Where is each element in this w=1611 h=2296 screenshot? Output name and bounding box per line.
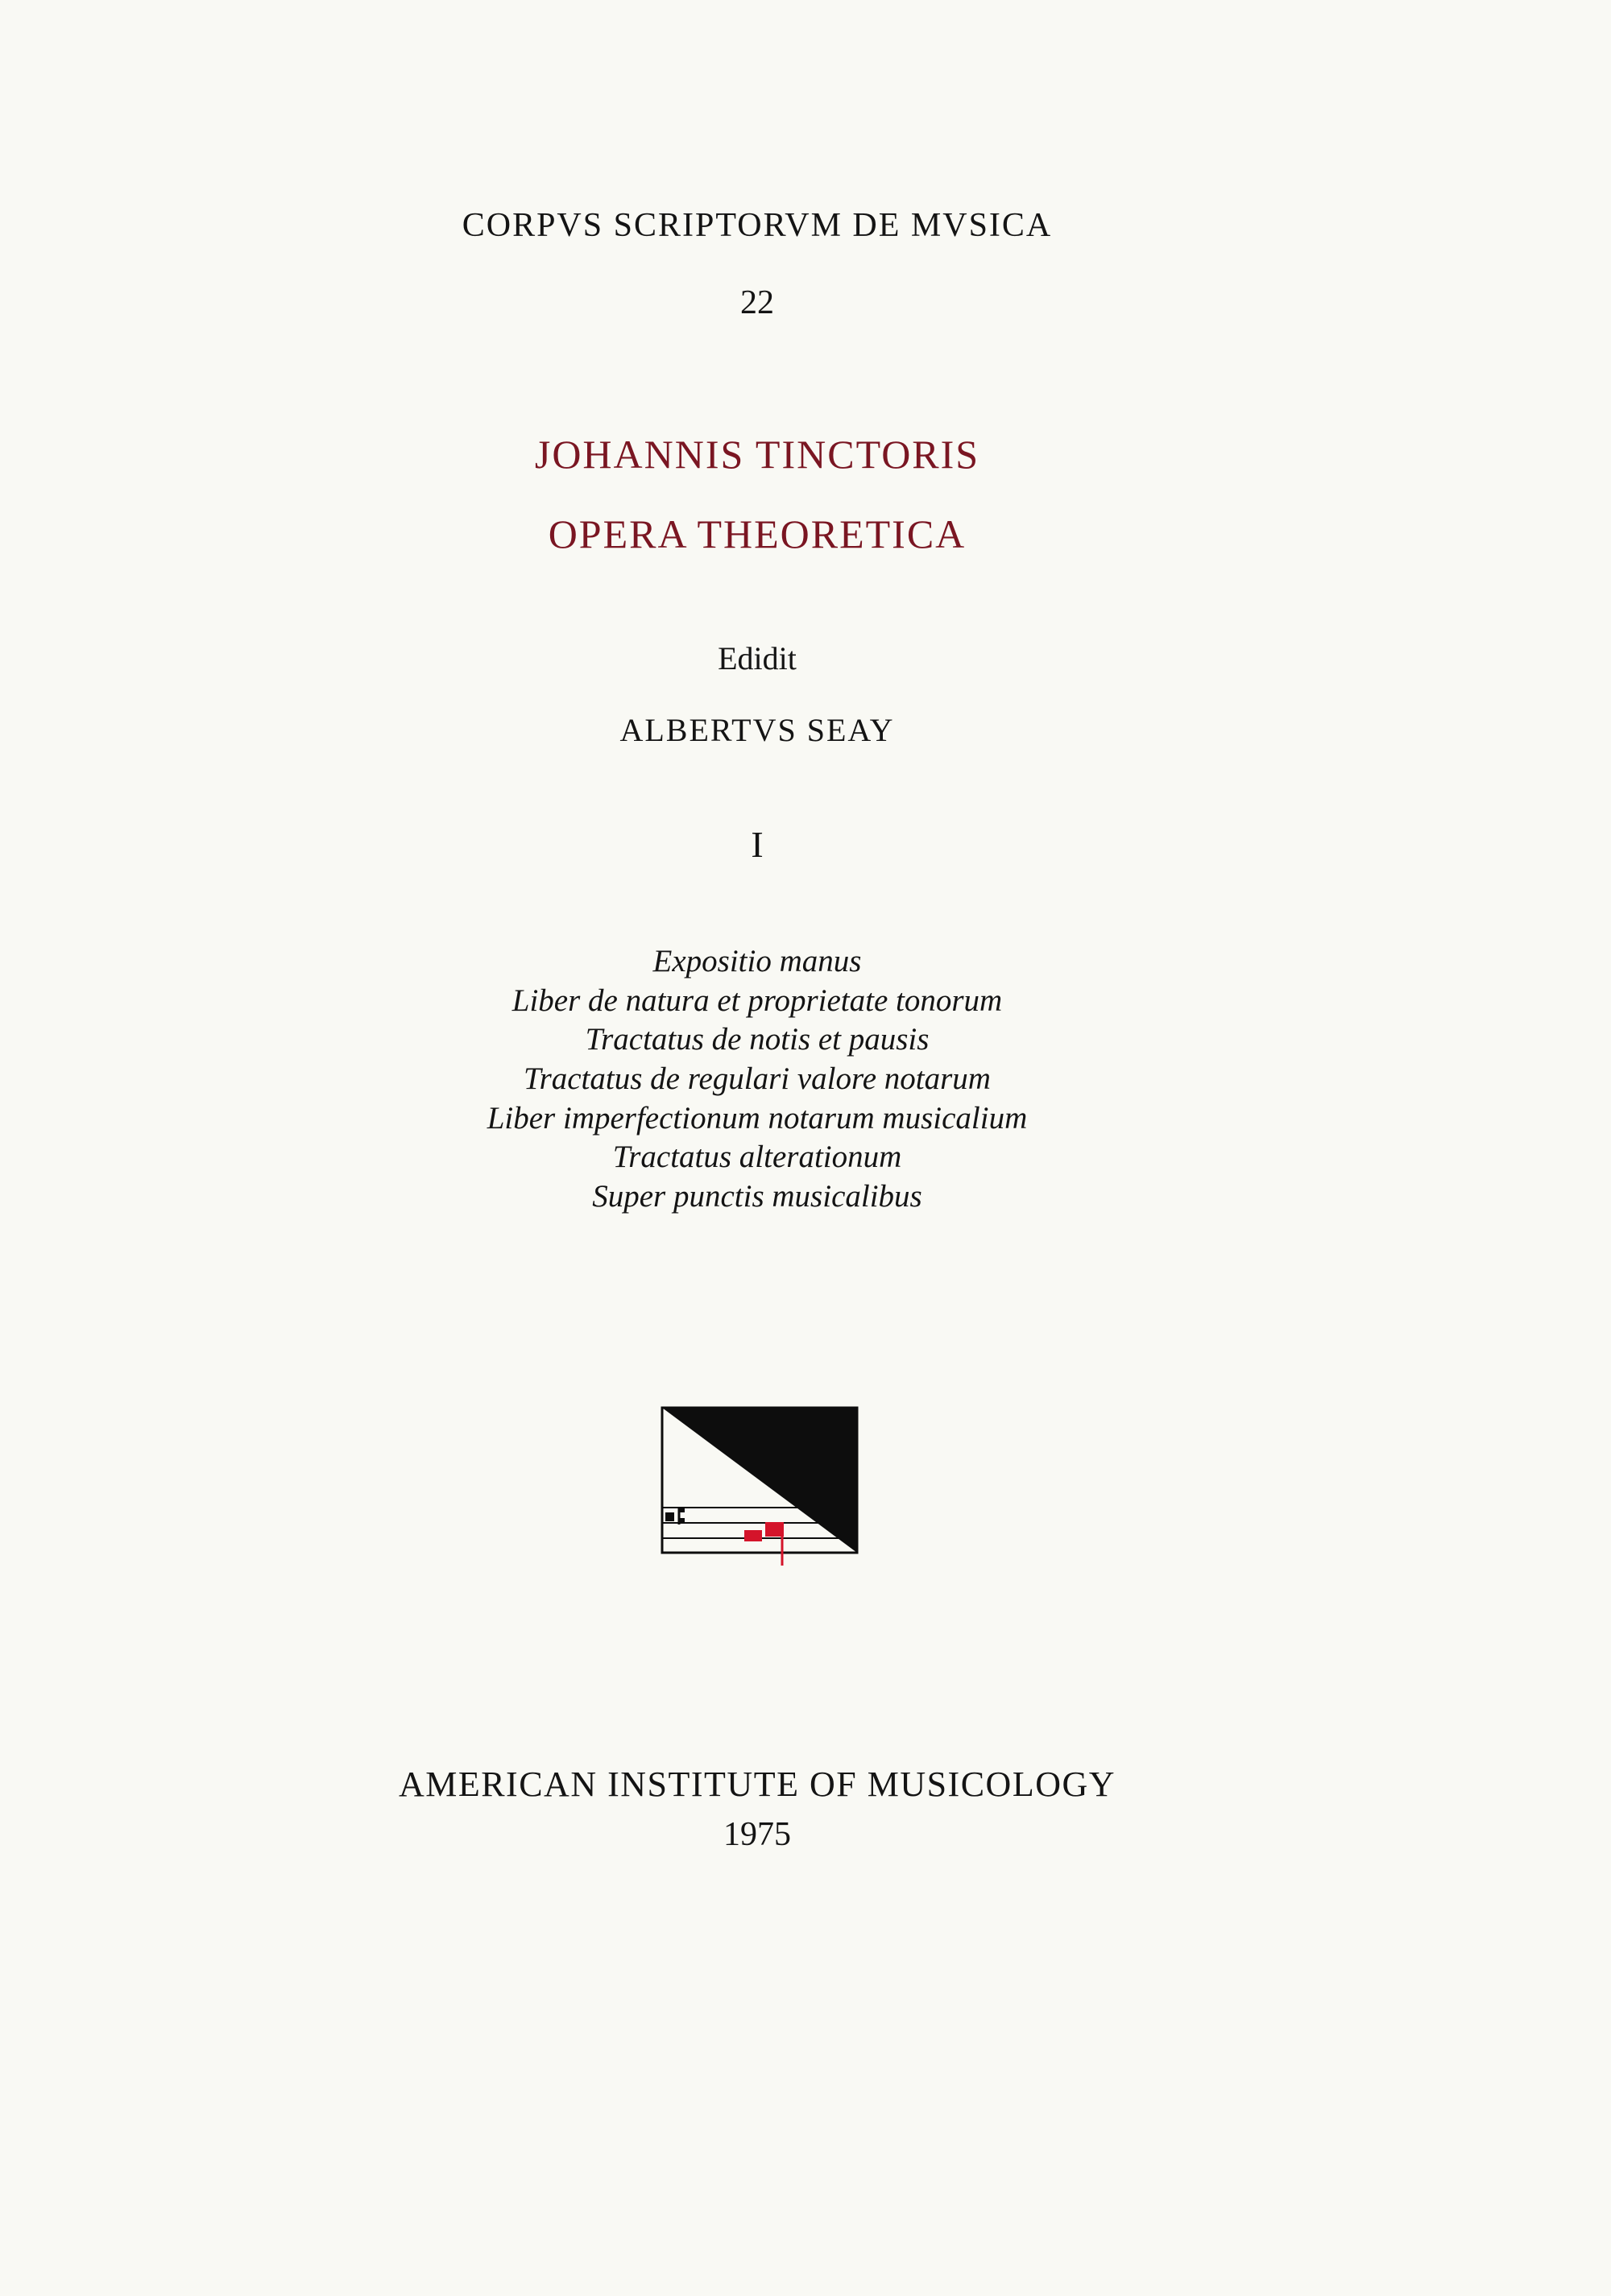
contents-item: Super punctis musicalibus <box>592 1179 922 1214</box>
contents-item: Expositio manus <box>652 944 862 978</box>
book-title-line-1: JOHANNIS TINCTORIS <box>534 432 980 477</box>
editor-name: ALBERTVS SEAY <box>619 712 895 748</box>
contents-item: Liber imperfectionum notarum musicalium <box>487 1100 1028 1136</box>
contents-item: Tractatus de notis et pausis <box>585 1022 930 1057</box>
volume-numeral: I <box>751 824 764 865</box>
publication-year: 1975 <box>723 1816 791 1853</box>
book-title-line-2: OPERA THEORETICA <box>548 511 967 556</box>
contents-item: Liber de natura et proprietate tonorum <box>511 983 1003 1018</box>
series-number: 22 <box>740 284 774 321</box>
series-title: CORPVS SCRIPTORVM DE MVSICA <box>462 207 1053 244</box>
contents-item: Tractatus alterationum <box>612 1140 902 1175</box>
contents-list <box>0 942 1514 1217</box>
contents-item: Tractatus de regulari valore notarum <box>524 1061 991 1097</box>
publisher-name: AMERICAN INSTITUTE OF MUSICOLOGY <box>398 1764 1116 1804</box>
editor-label: Edidit <box>718 640 797 676</box>
publisher-emblem-icon <box>661 1406 860 1567</box>
